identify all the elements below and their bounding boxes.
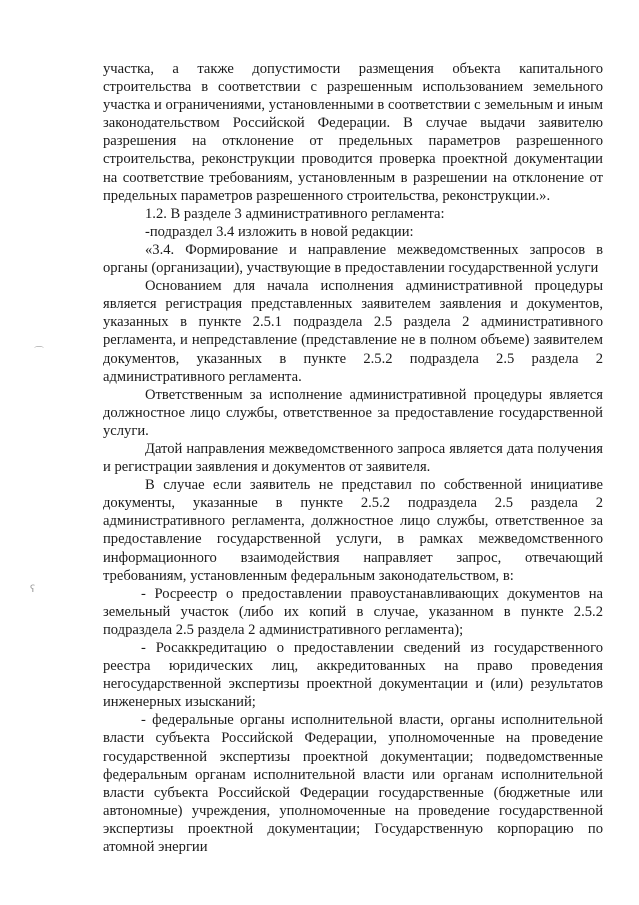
list-item: - Росреестр о предоставлении правоустанавливающих документов на земельный участок (либо их копий в случае, указанном в пункте 2.5.2 подраздела 2.5 раздела 2 административного регламента); (103, 585, 603, 638)
paragraph: 1.2. В разделе 3 административного регламента: (145, 205, 445, 222)
list-item: - федеральные органы исполнительной власти, органы исполнительной власти субъекта Российской Федерации, уполномоченные на проведение государственной экспертизы проектной документации; подведомственные федеральным органам исполнительной власти или органам исполнительной власти субъекта Российской Федерации государственные (бюджетные или автономные) учреждения, уполномоченные на проведение государственной экспертизы проектной документации; Государственную корпорацию по атомной энергии (103, 712, 603, 856)
paragraph: участка, а также допустимости размещения объекта капитального строительства в соответствии с разрешенным использованием земельного участка и ограничениями, установленными в соответствии с земельным и иным законодательством Российской Федерации. В случае выдачи заявителю разрешения на отклонение от предельных параметров разрешенного строительства, реконструкции проводится проверка проектной документации на соответствие требованиям, установленным в разрешении на отклонение от предельных параметров разрешенного строительства, реконструкции.». (103, 61, 603, 204)
margin-mark: ʕ (30, 584, 36, 595)
paragraph: «3.4. Формирование и направление межведомственных запросов в органы (организации), участвующие в предоставлении государственной услуги (103, 241, 603, 277)
paragraph: Основанием для начала исполнения административной процедуры является регистрация представленных заявителем заявления и документов, указанных в пункте 2.5.1 подраздела 2.5 раздела 2 административного регламента, и непредставление (представление не в полном объеме) заявителем документов, указанных в пункте 2.5.2 подраздела 2.5 раздела 2 административного регламента. (103, 278, 603, 385)
margin-mark: ⌒ (34, 347, 44, 358)
list-item: - Росаккредитацию о предоставлении сведений из государственного реестра юридических лиц, аккредитованных на право проведения негосударственной экспертизы проектной документации и (или) результатов инженерных изысканий; (103, 640, 603, 711)
document-body (103, 60, 603, 856)
paragraph: -подраздел 3.4 изложить в новой редакции: (145, 223, 414, 240)
paragraph: Датой направления межведомственного запроса является дата получения и регистрации заявления и документов от заявителя. (103, 440, 603, 476)
paragraph: В случае если заявитель не представил по собственной инициативе документы, указанные в пункте 2.5.2 подраздела 2.5 раздела 2 административного регламента, должностное лицо службы, ответственное за предоставление государственной услуги, в рамках межведомственного информационного взаимодействия направляет запрос, отвечающий требованиям, установленным федеральным законодательством, в: (103, 477, 603, 584)
paragraph: Ответственным за исполнение административной процедуры является должностное лицо службы, ответственное за предоставление государственной услуги. (103, 386, 603, 439)
